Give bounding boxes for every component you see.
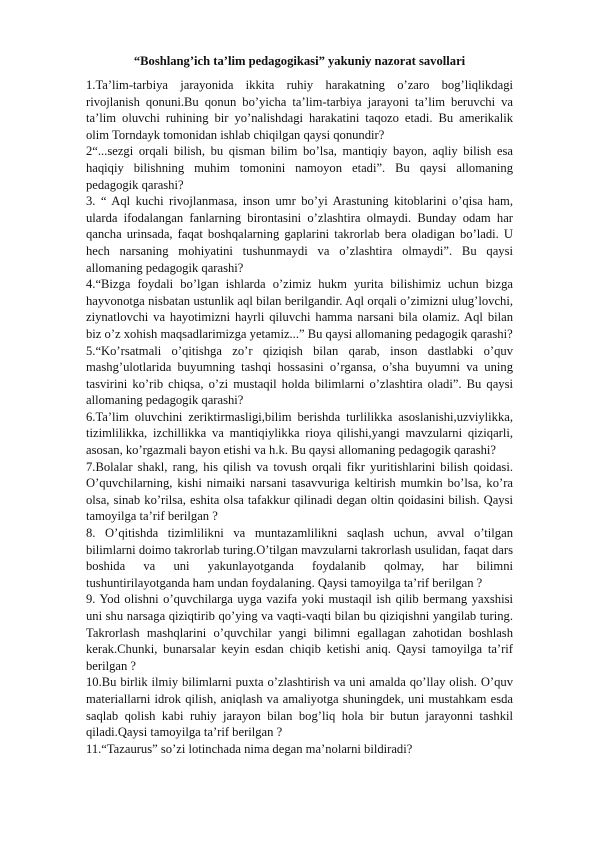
document-page xyxy=(86,52,513,757)
question-5: 5.“Ko’rsatmali o’qitishga zo’r qiziqish bilan qarab, inson dastlabki o’quv mashg’ulotlarida buyumning tashqi hossasini o’rgansa, o’sha buyumni va uning tasvirini ko’rib chiqsa, o’zi mustaqil holda bilimlarni o’zlashtira oladi”. Bu qaysi allomaning pedagogik qarashi? xyxy=(86,343,513,408)
question-7: 7.Bolalar shakl, rang, his qilish va tovush orqali fikr yuritishlarini bilish qoidasi. O’quvchilarning, kishi nimaiki narsani tasavvuriga keltirish mumkin bo’lsa, ko’ra olsa, sinab ko’rilsa, eshita olsa tafakkur qilinadi degan oltin qoidasini bilish. Qaysi tamoyilga ta’rif berilgan ? xyxy=(86,459,513,524)
question-6: 6.Ta’lim oluvchini zeriktirmasligi,bilim berishda turlilikka asoslanishi,uzviylikka, tizimlilikka, izchillikka va mantiqiylikka rioya qilishi,yangi mavzularni qiziqarli, asosan, ko’rgazmali bayon etishi va h.k. Bu qaysi allomaning pedagogik qarashi? xyxy=(86,409,513,458)
question-1: 1.Ta’lim-tarbiya jarayonida ikkita ruhiy harakatning o’zaro bog’liqlikdagi rivojlanish qonuni.Bu qonun bo’yicha ta’lim-tarbiya jarayoni ta’lim beruvchi va ta’lim oluvchi ruhining bir yo’nalishdagi harakatini taqozo etadi. Bu amerikalik olim Torndayk tomonidan ishlab chiqilgan qaysi qonundir? xyxy=(86,78,513,142)
question-8: 8. O’qitishda tizimlilikni va muntazamlilikni saqlash uchun, avval o’tilgan bilimlarni doimo takrorlab turing.O’tilgan mavzularni takrorlash usulidan, faqat dars boshida va uni yakunlayotganda foydalanib qolmay, har bilimni tushuntirilayotganda ham undan foydalaning. Qaysi tamoyilga ta’rif berilgan ? xyxy=(86,526,513,590)
question-3: 3. “ Aql kuchi rivojlanmasa, inson umr bo’yi Arastuning kitoblarini o’qisa ham, ularda ifodalangan fanlarning birontasini o’zlashtira olmaydi. Bunday odam har qancha urinsada, faqat boshqalarning gaplarini takrorlab bera oladigan bo’ladi. U hech narsaning mohiyatini tushunmaydi va o’zlashtira olmaydi”. Bu qaysi allomaning pedagogik qarashi? xyxy=(86,194,513,275)
document-title: “Boshlang’ich ta’lim pedagogikasi” yakuniy nazorat savollari xyxy=(133,54,466,68)
question-4: 4.“Bizga foydali bo’lgan ishlarda o’zimiz hukm yurita bilishimiz uchun bizga hayvonotga nisbatan ustunlik aql bilan berilgandir. Aql orqali o’zimizni ulug’lovchi, ziynatlovchi va hayotimizni hayrli qiluvchi hamma narsani bila olamiz. Aql bilan biz o’z xohish maqsadlarimizga yetamiz...” Bu qaysi allomaning pedagogik qarashi? xyxy=(86,277,513,341)
question-2: 2“...sezgi orqali bilish, bu qisman bilim bo’lsa, mantiqiy bayon, aqliy bilish esa haqiqiy bilishning muhim tomonini namoyon etadi”. Bu qaysi allomaning pedagogik qarashi? xyxy=(86,144,513,192)
question-11: 11.“Tazaurus” so’zi lotinchada nima degan ma’nolarni bildiradi? xyxy=(86,741,413,756)
question-9: 9. Yod olishni o’quvchilarga uyga vazifa yoki mustaqil ish qilib bermang yaxshisi uni shu narsaga qiziqtirib qo’ying va vaqti-vaqti bilan bu qiziqishni yangilab turing. Takrorlash mashqlarini o’quvchilar yangi bilimni egallagan zahotidan boshlash kerak.Chunki, bunarsalar keyin esdan chiqib ketishi aniq. Qaysi tamoyilga ta’rif berilgan ? xyxy=(86,592,513,673)
question-10: 10.Bu birlik ilmiy bilimlarni puxta o’zlashtirish va uni amalda qo’llay olish. O’quv materiallarni idrok qilish, aniqlash va amaliyotga shuningdek, uni mustahkam esda saqlab qolish kabi ruhiy jarayon bilan bog’liq hola bir butun jarayonni tashkil qiladi.Qaysi tamoyilga ta’rif berilgan ? xyxy=(86,675,513,740)
